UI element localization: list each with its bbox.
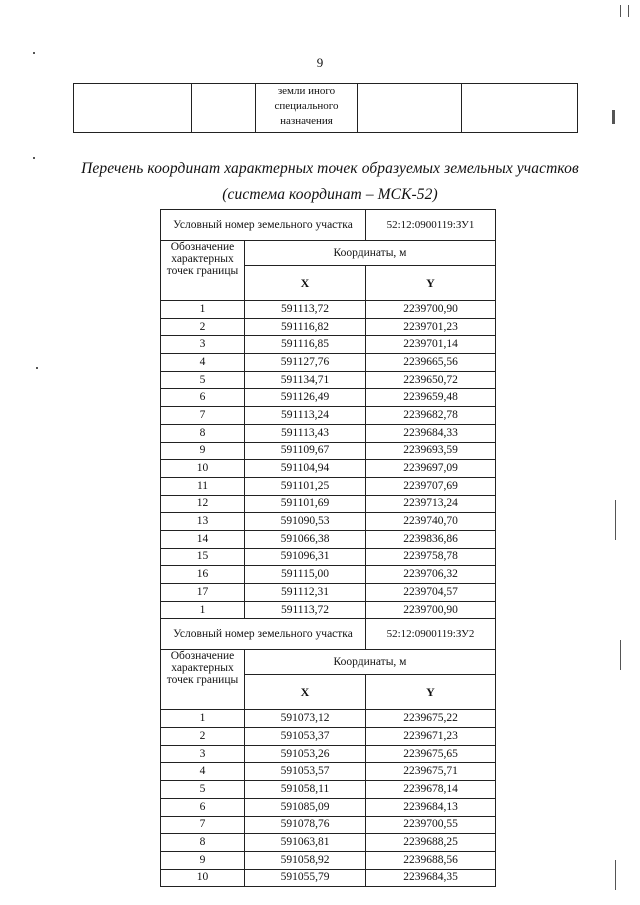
point-number: 17 xyxy=(161,584,245,602)
table-row xyxy=(161,816,496,834)
table-row xyxy=(161,728,496,746)
scan-mark xyxy=(615,860,616,890)
y-coordinate: 2239740,70 xyxy=(366,513,496,531)
point-number: 1 xyxy=(161,710,245,728)
scan-mark xyxy=(33,157,35,159)
coordinates-header: Координаты, м xyxy=(245,241,496,266)
scan-mark xyxy=(620,5,621,17)
y-coordinate: 2239688,25 xyxy=(366,834,496,852)
continued-table-fragment xyxy=(73,83,578,133)
point-number: 13 xyxy=(161,513,245,531)
x-header: X xyxy=(245,675,366,710)
point-number: 9 xyxy=(161,851,245,869)
column-header-row xyxy=(161,650,496,675)
x-coordinate: 591104,94 xyxy=(245,460,366,478)
table-row xyxy=(161,851,496,869)
x-coordinate: 591066,38 xyxy=(245,530,366,548)
x-coordinate: 591116,85 xyxy=(245,336,366,354)
x-coordinate: 591127,76 xyxy=(245,354,366,372)
point-number: 4 xyxy=(161,354,245,372)
x-coordinate: 591112,31 xyxy=(245,584,366,602)
x-coordinate: 591078,76 xyxy=(245,816,366,834)
point-number: 8 xyxy=(161,834,245,852)
point-number: 10 xyxy=(161,869,245,887)
parcel-header-row xyxy=(161,210,496,241)
point-number: 12 xyxy=(161,495,245,513)
parcel-number: 52:12:0900119:ЗУ1 xyxy=(366,210,496,241)
land-category-line: специального xyxy=(274,100,339,112)
y-coordinate: 2239682,78 xyxy=(366,407,496,425)
table-row xyxy=(161,371,496,389)
y-coordinate: 2239675,65 xyxy=(366,745,496,763)
x-coordinate: 591113,72 xyxy=(245,301,366,319)
y-header: Y xyxy=(366,675,496,710)
scan-mark xyxy=(612,110,615,124)
empty-cell xyxy=(192,84,256,133)
x-coordinate: 591058,11 xyxy=(245,781,366,799)
point-number: 15 xyxy=(161,548,245,566)
y-coordinate: 2239678,14 xyxy=(366,781,496,799)
x-coordinate: 591053,37 xyxy=(245,728,366,746)
page-number: 9 xyxy=(316,55,324,70)
point-number: 2 xyxy=(161,318,245,336)
table-row xyxy=(161,495,496,513)
empty-cell xyxy=(462,84,578,133)
table-row xyxy=(161,424,496,442)
x-coordinate: 591053,26 xyxy=(245,745,366,763)
parcel-number: 52:12:0900119:ЗУ2 xyxy=(366,619,496,650)
land-category-line: земли иного xyxy=(277,85,336,97)
table-row xyxy=(161,354,496,372)
point-number: 4 xyxy=(161,763,245,781)
x-coordinate: 591101,69 xyxy=(245,495,366,513)
table-row xyxy=(161,566,496,584)
coordinate-system-subheading: (система координат – МСК-52) xyxy=(222,186,438,203)
parcel-label: Условный номер земельного участка xyxy=(161,619,366,650)
x-coordinate: 591113,43 xyxy=(245,424,366,442)
coordinates-header: Координаты, м xyxy=(245,650,496,675)
y-coordinate: 2239684,33 xyxy=(366,424,496,442)
x-coordinate: 591113,72 xyxy=(245,601,366,619)
x-coordinate: 591116,82 xyxy=(245,318,366,336)
point-number: 6 xyxy=(161,389,245,407)
table-row xyxy=(161,798,496,816)
y-coordinate: 2239693,59 xyxy=(366,442,496,460)
x-coordinate: 591085,09 xyxy=(245,798,366,816)
y-coordinate: 2239700,55 xyxy=(366,816,496,834)
point-number: 7 xyxy=(161,407,245,425)
point-number: 8 xyxy=(161,424,245,442)
table-row xyxy=(161,781,496,799)
empty-cell xyxy=(74,84,192,133)
y-header: Y xyxy=(366,266,496,301)
y-coordinate: 2239675,22 xyxy=(366,710,496,728)
point-number: 14 xyxy=(161,530,245,548)
table-row xyxy=(161,745,496,763)
scan-mark xyxy=(628,5,629,17)
table-row xyxy=(161,389,496,407)
x-coordinate: 591053,57 xyxy=(245,763,366,781)
point-number: 9 xyxy=(161,442,245,460)
parcel-header-row xyxy=(161,619,496,650)
table-row xyxy=(161,442,496,460)
point-number: 7 xyxy=(161,816,245,834)
point-number: 11 xyxy=(161,477,245,495)
point-number: 6 xyxy=(161,798,245,816)
table-row xyxy=(161,301,496,319)
y-coordinate: 2239659,48 xyxy=(366,389,496,407)
table-row xyxy=(161,601,496,619)
point-number: 2 xyxy=(161,728,245,746)
point-number: 1 xyxy=(161,601,245,619)
y-coordinate: 2239688,56 xyxy=(366,851,496,869)
x-coordinate: 591073,12 xyxy=(245,710,366,728)
x-coordinate: 591063,81 xyxy=(245,834,366,852)
table-row xyxy=(161,869,496,887)
scan-mark xyxy=(36,367,38,369)
table-row xyxy=(161,530,496,548)
table-row xyxy=(161,513,496,531)
table-row xyxy=(161,584,496,602)
y-coordinate: 2239836,86 xyxy=(366,530,496,548)
y-coordinate: 2239650,72 xyxy=(366,371,496,389)
y-coordinate: 2239684,13 xyxy=(366,798,496,816)
table-row xyxy=(161,336,496,354)
y-coordinate: 2239701,14 xyxy=(366,336,496,354)
x-coordinate: 591115,00 xyxy=(245,566,366,584)
scan-mark xyxy=(33,52,35,54)
y-coordinate: 2239665,56 xyxy=(366,354,496,372)
x-header: X xyxy=(245,266,366,301)
table-row xyxy=(161,318,496,336)
y-coordinate: 2239701,23 xyxy=(366,318,496,336)
point-number: 3 xyxy=(161,336,245,354)
scan-mark xyxy=(620,640,621,670)
y-coordinate: 2239684,35 xyxy=(366,869,496,887)
y-coordinate: 2239700,90 xyxy=(366,601,496,619)
table-row xyxy=(161,548,496,566)
y-coordinate: 2239707,69 xyxy=(366,477,496,495)
y-coordinate: 2239704,57 xyxy=(366,584,496,602)
table-row xyxy=(161,763,496,781)
point-number: 3 xyxy=(161,745,245,763)
designation-header: Обозначение характерных точек границы xyxy=(161,241,245,301)
x-coordinate: 591126,49 xyxy=(245,389,366,407)
parcel-label: Условный номер земельного участка xyxy=(161,210,366,241)
table-row xyxy=(161,710,496,728)
x-coordinate: 591090,53 xyxy=(245,513,366,531)
y-coordinate: 2239758,78 xyxy=(366,548,496,566)
y-coordinate: 2239706,32 xyxy=(366,566,496,584)
point-number: 10 xyxy=(161,460,245,478)
table-row xyxy=(161,834,496,852)
column-header-row xyxy=(161,241,496,266)
x-coordinate: 591113,24 xyxy=(245,407,366,425)
y-coordinate: 2239713,24 xyxy=(366,495,496,513)
scan-mark xyxy=(615,500,616,540)
document-heading: Перечень координат характерных точек образуемых земельных участков xyxy=(81,160,579,177)
designation-header: Обозначение характерных точек границы xyxy=(161,650,245,710)
empty-cell xyxy=(358,84,462,133)
y-coordinate: 2239671,23 xyxy=(366,728,496,746)
point-number: 5 xyxy=(161,781,245,799)
table-row xyxy=(161,477,496,495)
table-row xyxy=(161,460,496,478)
x-coordinate: 591058,92 xyxy=(245,851,366,869)
x-coordinate: 591096,31 xyxy=(245,548,366,566)
land-category-cell xyxy=(256,84,358,133)
point-number: 16 xyxy=(161,566,245,584)
x-coordinate: 591101,25 xyxy=(245,477,366,495)
y-coordinate: 2239700,90 xyxy=(366,301,496,319)
point-number: 1 xyxy=(161,301,245,319)
x-coordinate: 591109,67 xyxy=(245,442,366,460)
y-coordinate: 2239675,71 xyxy=(366,763,496,781)
y-coordinate: 2239697,09 xyxy=(366,460,496,478)
x-coordinate: 591055,79 xyxy=(245,869,366,887)
land-category-line: назначения xyxy=(280,115,333,127)
table-row xyxy=(161,407,496,425)
point-number: 5 xyxy=(161,371,245,389)
x-coordinate: 591134,71 xyxy=(245,371,366,389)
coordinates-table xyxy=(160,209,496,887)
